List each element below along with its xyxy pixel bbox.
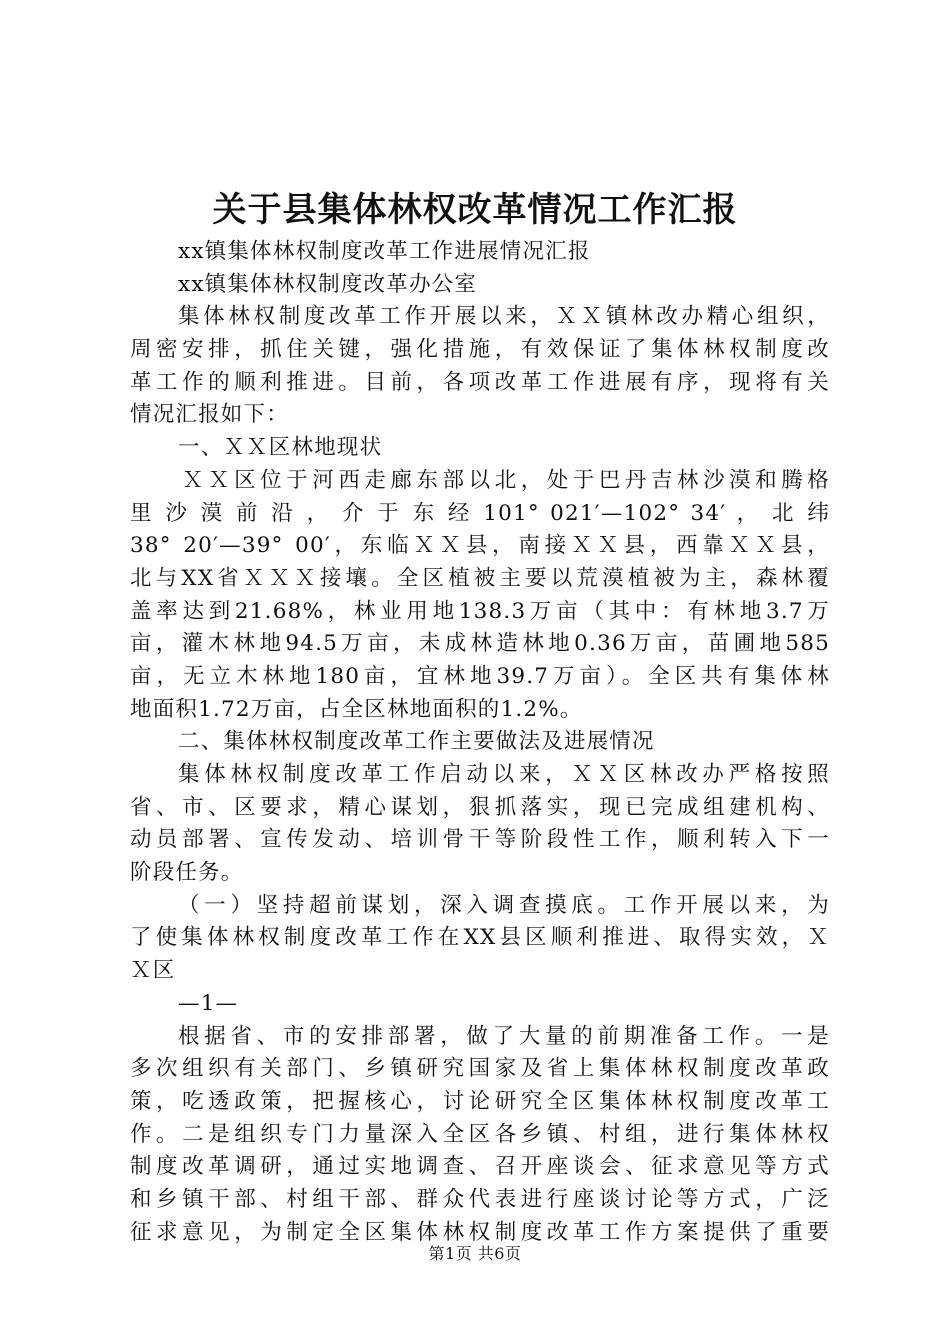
paragraph-line: 盖率达到21.68%，林业用地138.3万亩（其中：有林地3.7万 [130,598,830,624]
paragraph-line: 多次组织有关部门、乡镇研究国家及省上集体林权制度改革政 [130,1056,830,1082]
paragraph-line: ＸＸ区位于河西走廊东部以北，处于巴丹吉林沙漠和腾格 [182,467,830,493]
paragraph-line: 根据省、市的安排部署，做了大量的前期准备工作。一是 [178,1023,830,1049]
paragraph-line: 周密安排，抓住关键，强化措施，有效保证了集体林权制度改 [130,337,830,363]
paragraph-line: 集体林权制度改革工作启动以来，ＸＸ区林改办严格按照 [178,762,830,787]
paragraph-line: 里 沙 漠 前 沿 ， 介 于 东 经 101° 021′—102° 34′ ， 北 纬 [130,500,830,526]
section-heading: 一、ＸＸ区林地现状 [178,435,383,461]
document-title: 关于县集体林权改革情况工作汇报 [212,190,738,230]
subtitle-line: xx镇集体林权制度改革工作进展情况汇报 [178,239,591,264]
document-body [130,236,830,1249]
paragraph-line: 了使集体林权制度改革工作在XX县区顺利推进、取得实效，Ｘ [130,925,830,951]
inline-page-marker: —1— [178,990,239,1016]
paragraph-line: 征求意见，为制定全区集体林权制度改革工作方案提供了重要 [130,1219,830,1245]
paragraph-line: 亩，灌木林地94.5万亩，未成林造林地0.36万亩，苗圃地585 [130,631,830,657]
paragraph-line: 38° 20′—39° 00′，东临ＸＸ县，南接ＸＸ县，西靠ＸＸ县， [130,533,830,559]
paragraph-line: 动员部署、宣传发动、培训骨干等阶段性工作，顺利转入下一 [130,827,830,853]
paragraph-line: 阶段任务。 [130,860,244,886]
paragraph-line: 策，吃透政策，把握核心，讨论研究全区集体林权制度改革工 [130,1088,830,1114]
paragraph-line: Ｘ区 [130,958,176,984]
section-heading: 二、集体林权制度改革工作主要做法及进展情况 [178,729,655,755]
office-line: xx镇集体林权制度改革办公室 [178,271,478,297]
paragraph-line: 制度改革调研，通过实地调查、召开座谈会、征求意见等方式 [130,1154,830,1180]
paragraph-line: 和乡镇干部、村组干部、群众代表进行座谈讨论等方式，广泛 [130,1186,830,1212]
paragraph-line: 集体林权制度改革工作开展以来，ＸＸ镇林改办精心组织， [178,304,830,330]
paragraph-line: 革工作的顺利推进。目前，各项改革工作进展有序，现将有关 [130,369,830,395]
paragraph-line: 情况汇报如下： [130,402,289,428]
paragraph-line: 省、市、区要求，精心谋划，狠抓落实，现已完成组建机构、 [130,794,830,820]
paragraph-line: 北与XX省ＸＸＸ接壤。全区植被主要以荒漠植被为主，森林覆 [130,565,830,591]
paragraph-line: 作。二是组织专门力量深入全区各乡镇、村组，进行集体林权 [130,1121,830,1147]
paragraph-line: 地面积1.72万亩，占全区林地面积的1.2%。 [130,696,583,722]
page-footer: 第1页 共6页 [428,1244,522,1263]
paragraph-line: （一）坚持超前谋划，深入调查摸底。工作开展以来，为 [178,892,830,918]
paragraph-line: 亩，无立木林地180亩，宜林地39.7万亩）。全区共有集体林 [130,663,830,689]
